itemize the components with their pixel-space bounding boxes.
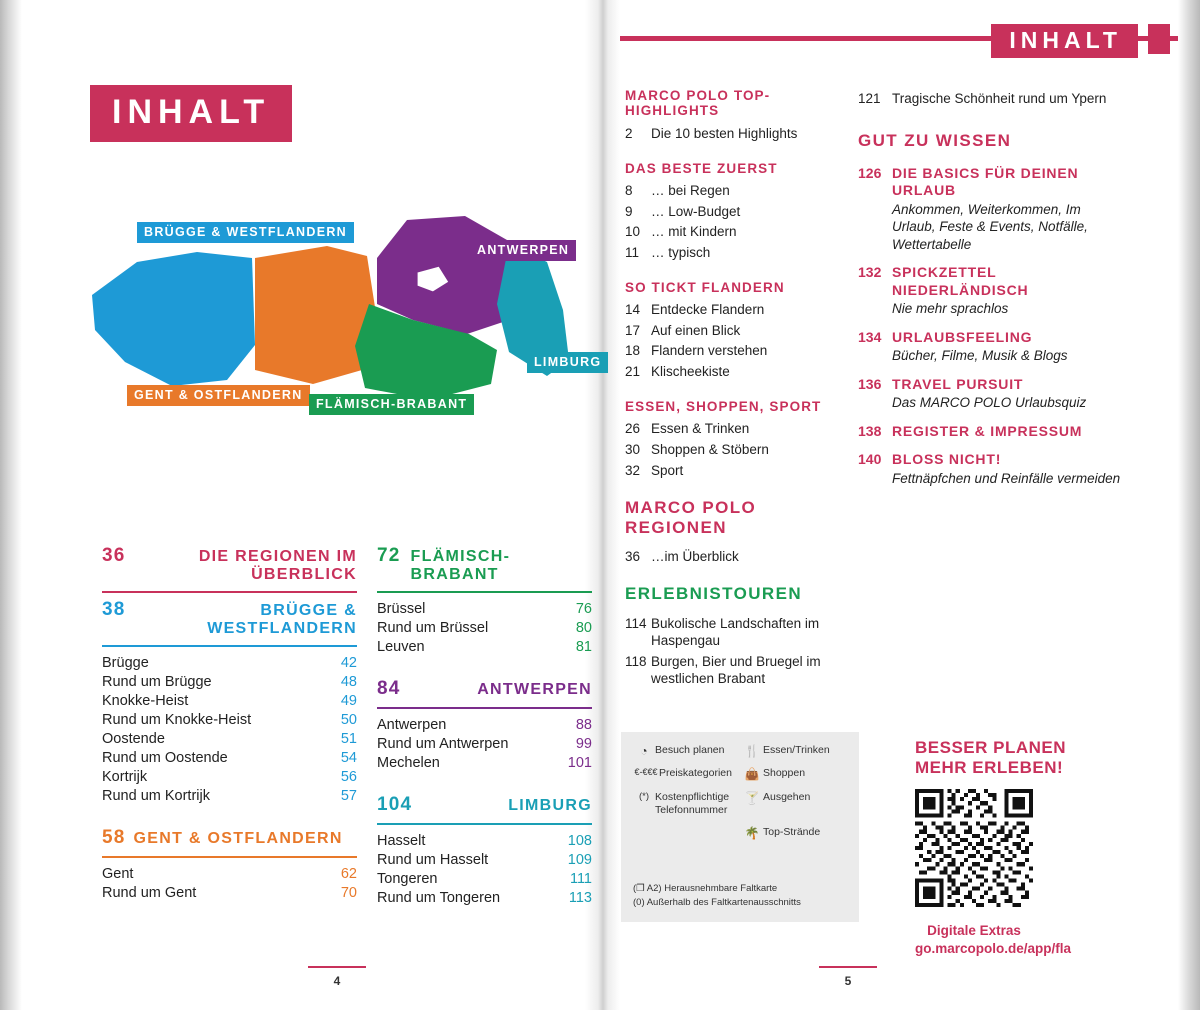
entry-label: Antwerpen	[377, 716, 447, 733]
line-number: 9	[625, 203, 633, 219]
legend-item	[741, 826, 849, 840]
toc-entry[interactable]	[377, 618, 592, 637]
promo-block	[915, 738, 1115, 959]
item-title: URLAUBSFEELING	[892, 328, 1033, 345]
item-number: 134	[858, 328, 882, 345]
entry-label: Rund um Antwerpen	[377, 735, 509, 752]
toc-entry[interactable]	[377, 850, 592, 869]
section-number: 84	[377, 678, 401, 699]
map-region-east-flanders	[255, 246, 377, 384]
folio-number: 5	[844, 974, 852, 988]
section-number: 104	[377, 794, 413, 815]
entry-page: 109	[567, 851, 592, 868]
toc-line[interactable]	[625, 419, 835, 440]
toc-entry[interactable]	[102, 767, 357, 786]
section-divider	[377, 823, 592, 825]
legend-label: Ausgehen	[763, 790, 811, 803]
legend-label: Top-Strände	[763, 826, 821, 839]
line-number: 30	[625, 441, 641, 457]
toc-entry[interactable]	[377, 888, 592, 907]
section-title: ANTWERPEN	[477, 681, 592, 698]
line-text: Entdecke Flandern	[651, 302, 765, 318]
toc-entry[interactable]	[102, 864, 357, 883]
toc-section-flaemisch-brabant[interactable]	[377, 545, 592, 656]
line-number: 26	[625, 421, 641, 437]
entry-label: Rund um Brügge	[102, 673, 212, 690]
line-text: Flandern verstehen	[651, 343, 768, 359]
toc-section-regionen-ueberblick[interactable]	[102, 545, 357, 593]
line-number: 11	[625, 244, 640, 260]
line-text: Bukolische Landschaften im Haspengau	[651, 615, 820, 649]
block-heading: MARCO POLO REGIONEN	[625, 497, 757, 537]
map-label-limburg: LIMBURG	[527, 352, 608, 373]
entry-page: 99	[575, 735, 592, 752]
promo-title-line2: MEHR ERLEBEN!	[915, 757, 1064, 777]
map-label-antwerp: ANTWERPEN	[470, 240, 576, 261]
legend-label: Essen/Trinken	[763, 744, 830, 756]
line-number: 2	[625, 125, 633, 141]
gut-zu-wissen-item[interactable]	[858, 165, 1123, 254]
entry-page: 49	[340, 692, 357, 709]
gut-zu-wissen-heading: GUT ZU WISSEN	[858, 130, 1012, 150]
folio-right	[818, 966, 878, 988]
shopping-bag-icon: 👜	[744, 767, 760, 782]
entry-page: 62	[340, 865, 357, 882]
folio-rule	[819, 966, 877, 968]
line-text: Sport	[651, 462, 684, 478]
promo-title-line1: BESSER PLANEN	[915, 738, 1067, 757]
entry-page: 54	[340, 749, 357, 766]
line-number: 121	[858, 90, 881, 106]
legend-box	[621, 732, 859, 922]
block-heading: SO TICKT FLANDERN	[625, 279, 785, 295]
toc-entry[interactable]	[102, 729, 357, 748]
toc-entry[interactable]	[377, 753, 592, 772]
line-number: 17	[625, 322, 641, 338]
toc-section-gent-ostflandern[interactable]	[102, 827, 357, 902]
toc-column-left	[102, 545, 357, 906]
entry-page: 50	[340, 711, 357, 728]
toc-block-das-beste-zuerst[interactable]	[625, 161, 835, 263]
header-inhalt-tab: INHALT	[991, 24, 1138, 58]
section-divider	[102, 591, 357, 593]
toc-block-erlebnistouren[interactable]	[625, 584, 835, 689]
item-title: REGISTER & IMPRESSUM	[892, 422, 1083, 439]
right-column-a	[625, 88, 835, 706]
toc-line[interactable]	[625, 651, 835, 689]
entry-page: 108	[567, 832, 592, 849]
entry-label: Mechelen	[377, 754, 440, 771]
legend-footnotes	[633, 882, 801, 910]
legend-item	[741, 791, 849, 817]
entry-page: 76	[575, 600, 592, 617]
toc-block-top-highlights[interactable]	[625, 88, 835, 144]
entry-page: 88	[575, 716, 592, 733]
item-subtitle: Bücher, Filme, Musik & Blogs	[892, 348, 1068, 364]
section-number: 72	[377, 545, 401, 566]
toc-line[interactable]	[625, 181, 835, 202]
folio-rule	[308, 966, 366, 968]
entry-label: Brüssel	[377, 600, 426, 617]
map-label-east-flanders: GENT & OSTFLANDERN	[127, 385, 310, 406]
line-number: 21	[625, 363, 641, 379]
folio-left	[307, 966, 367, 988]
legend-footnote: (❒ A2) Herausnehmbare Faltkarte	[633, 883, 778, 895]
item-title: BLOSS NICHT!	[892, 451, 1002, 468]
entry-label: Rund um Hasselt	[377, 851, 489, 868]
toc-line[interactable]	[625, 320, 835, 341]
promo-link-line2[interactable]: go.marcopolo.de/app/fla	[915, 941, 1072, 957]
asterisk-icon: (*)	[638, 790, 650, 802]
section-title: GENT & OSTFLANDERN	[133, 830, 343, 847]
toc-line[interactable]	[625, 341, 835, 362]
block-heading: DAS BESTE ZUERST	[625, 160, 778, 176]
entry-label: Tongeren	[377, 870, 438, 887]
line-text: Essen & Trinken	[651, 421, 750, 437]
entry-label: Rund um Knokke-Heist	[102, 711, 252, 728]
toc-section-bruegge-westflandern[interactable]	[102, 599, 357, 805]
cocktail-icon: 🍸	[744, 790, 760, 805]
section-number: 38	[102, 599, 126, 620]
toc-line[interactable]	[625, 242, 835, 263]
entry-page: 101	[567, 754, 592, 771]
line-number: 14	[625, 302, 641, 318]
entry-page: 42	[340, 654, 357, 671]
price-icon: €-€€€	[634, 767, 658, 778]
header-tab-end-block	[1148, 24, 1170, 54]
flanders-region-map	[77, 200, 617, 450]
toc-block-so-tickt-flandern[interactable]	[625, 280, 835, 382]
legend-grid	[633, 744, 849, 849]
legend-label: Besuch planen	[655, 744, 725, 756]
entry-page: 80	[575, 619, 592, 636]
toc-line[interactable]	[625, 439, 835, 460]
toc-entry[interactable]	[377, 599, 592, 618]
promo-link-line1[interactable]: Digitale Extras	[927, 923, 1021, 939]
toc-line[interactable]	[625, 361, 835, 382]
item-subtitle: Fettnäpfchen und Reinfälle vermeiden	[892, 470, 1121, 486]
folio-number: 4	[333, 974, 341, 988]
toc-line[interactable]	[625, 123, 835, 144]
toc-entry[interactable]	[102, 710, 357, 729]
toc-line[interactable]	[625, 300, 835, 321]
qr-code[interactable]	[915, 789, 1033, 907]
gut-zu-wissen-item[interactable]	[858, 451, 1123, 487]
legend-row	[633, 744, 849, 758]
right-column-b	[858, 88, 1123, 498]
entry-label: Kortrijk	[102, 768, 148, 785]
legend-label: Preiskategorien	[659, 767, 732, 780]
toc-entry[interactable]	[102, 691, 357, 710]
line-text: Burgen, Bier und Bruegel im westlichen Brabant	[651, 653, 821, 687]
entry-label: Hasselt	[377, 832, 426, 849]
entry-page: 57	[340, 787, 357, 804]
gut-zu-wissen-item[interactable]	[858, 376, 1123, 412]
entry-page: 111	[569, 870, 592, 887]
legend-row	[633, 791, 849, 817]
legend-footnote: (0) Außerhalb des Faltkartenausschnitts	[633, 897, 801, 909]
legend-row	[633, 826, 849, 840]
section-title: BRÜGGE & WESTFLANDERN	[207, 602, 357, 637]
legend-label: Shoppen	[763, 767, 806, 780]
item-number: 126	[858, 164, 882, 181]
line-number: 10	[625, 224, 641, 240]
cutlery-icon: 🍴	[744, 744, 760, 758]
legend-row	[633, 767, 849, 781]
section-number: 58	[102, 827, 126, 848]
line-number: 18	[625, 343, 641, 359]
item-number: 138	[858, 422, 882, 439]
toc-entry[interactable]	[102, 883, 357, 902]
item-number: 132	[858, 264, 882, 281]
entry-label: Rund um Tongeren	[377, 889, 501, 906]
page-header	[620, 24, 1178, 54]
section-divider	[377, 707, 592, 709]
line-text: … Low-Budget	[651, 203, 741, 219]
block-heading: ESSEN, SHOPPEN, SPORT	[625, 398, 822, 414]
line-text: Tragische Schönheit rund um Ypern	[892, 90, 1107, 106]
map-label-west-flanders: BRÜGGE & WESTFLANDERN	[137, 222, 354, 243]
section-divider	[102, 856, 357, 858]
toc-entry[interactable]	[377, 637, 592, 656]
legend-item	[741, 767, 849, 781]
section-divider	[102, 645, 357, 647]
line-text: … mit Kindern	[651, 224, 737, 240]
line-text: …im Überblick	[651, 549, 739, 565]
line-text: Auf einen Blick	[651, 322, 741, 338]
gut-zu-wissen-item[interactable]	[858, 264, 1123, 318]
left-page	[22, 0, 602, 1010]
toc-entry[interactable]	[377, 831, 592, 850]
palm-icon: 🌴	[744, 826, 760, 841]
toc-entry[interactable]	[377, 734, 592, 753]
entry-page: 56	[340, 768, 357, 785]
section-number: 36	[102, 545, 126, 566]
block-heading: ERLEBNISTOUREN	[625, 584, 803, 604]
item-number: 140	[858, 451, 882, 468]
toc-entry[interactable]	[377, 715, 592, 734]
legend-item	[633, 744, 741, 758]
toc-line[interactable]	[625, 222, 835, 243]
item-title: TRAVEL PURSUIT	[892, 375, 1024, 392]
section-divider	[377, 591, 592, 593]
entry-label: Knokke-Heist	[102, 692, 189, 709]
item-subtitle: Ankommen, Weiterkommen, Im Urlaub, Feste & Events, Notfälle, Wettertabelle	[892, 201, 1088, 252]
toc-line-ypern[interactable]	[858, 88, 1123, 109]
line-text: … typisch	[651, 244, 711, 260]
entry-label: Brügge	[102, 654, 149, 671]
toc-line[interactable]	[625, 547, 835, 568]
entry-label: Leuven	[377, 638, 425, 655]
toc-entry[interactable]	[102, 748, 357, 767]
line-number: 32	[625, 462, 641, 478]
entry-page: 51	[340, 730, 357, 747]
line-number: 8	[625, 183, 633, 199]
line-text: Klischeekiste	[651, 363, 730, 379]
line-number: 36	[625, 549, 641, 565]
toc-line[interactable]	[625, 201, 835, 222]
map-label-flemish-brabant: FLÄMISCH-BRABANT	[309, 394, 474, 415]
line-number: 118	[625, 653, 647, 669]
line-text: Die 10 besten Highlights	[651, 125, 798, 141]
toc-entry[interactable]	[102, 653, 357, 672]
entry-page: 48	[340, 673, 357, 690]
toc-block-essen-shoppen-sport[interactable]	[625, 399, 835, 481]
entry-label: Rund um Oostende	[102, 749, 228, 766]
toc-column-right	[377, 545, 592, 911]
entry-page: 70	[340, 884, 357, 901]
item-number: 136	[858, 375, 882, 392]
entry-page: 81	[575, 638, 592, 655]
toc-line[interactable]	[625, 613, 835, 651]
toc-entry[interactable]	[377, 869, 592, 888]
legend-label: Kostenpflichtige Telefonnummer	[655, 790, 730, 816]
section-title: LIMBURG	[508, 797, 592, 814]
toc-section-antwerpen[interactable]	[377, 678, 592, 772]
legend-item	[633, 791, 741, 817]
toc-entry[interactable]	[102, 786, 357, 805]
entry-page: 113	[568, 889, 592, 906]
line-text: … bei Regen	[651, 183, 730, 199]
item-title: DIE BASICS FÜR DEINEN URLAUB	[892, 164, 1079, 199]
entry-label: Gent	[102, 865, 134, 882]
gut-zu-wissen-item[interactable]	[858, 423, 1123, 441]
toc-block-marco-polo-regionen[interactable]	[625, 498, 835, 568]
item-subtitle: Nie mehr sprachlos	[892, 301, 1009, 317]
item-title: SPICKZETTEL NIEDERLÄNDISCH	[892, 264, 1029, 298]
line-text: Shoppen & Stöbern	[651, 441, 769, 457]
line-number: 114	[625, 615, 647, 631]
map-region-west-flanders	[92, 252, 255, 386]
clock-icon: ◔	[640, 744, 648, 758]
item-subtitle: Das MARCO POLO Urlaubsquiz	[892, 395, 1087, 411]
legend-item	[633, 767, 741, 781]
entry-label: Oostende	[102, 730, 165, 747]
gut-zu-wissen-item[interactable]	[858, 329, 1123, 365]
entry-label: Rund um Gent	[102, 884, 197, 901]
toc-line[interactable]	[625, 460, 835, 481]
legend-item-empty	[633, 826, 741, 840]
toc-section-limburg[interactable]	[377, 794, 592, 907]
section-title: FLÄMISCH-BRABANT	[410, 548, 511, 583]
entry-label: Rund um Brüssel	[377, 619, 489, 636]
toc-entry[interactable]	[102, 672, 357, 691]
page-title: INHALT	[90, 85, 292, 142]
entry-label: Rund um Kortrijk	[102, 787, 210, 804]
block-heading: MARCO POLO TOP-HIGHLIGHTS	[625, 88, 771, 118]
section-title: DIE REGIONEN IM ÜBERBLICK	[198, 548, 357, 583]
legend-item	[741, 744, 849, 758]
